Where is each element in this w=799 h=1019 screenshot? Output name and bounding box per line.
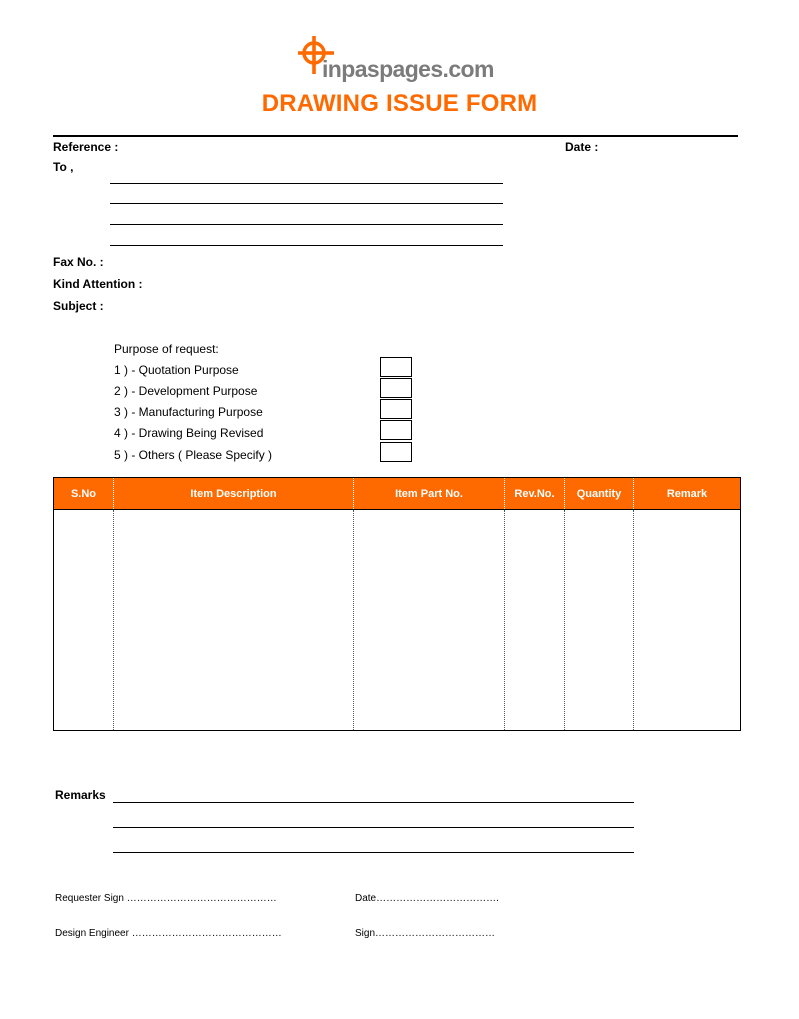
date-sign-field[interactable]: Date………………………………. <box>355 893 499 904</box>
to-label: To , <box>53 160 74 174</box>
to-address-line-2[interactable] <box>110 203 503 204</box>
date-label: Date : <box>565 140 599 154</box>
requester-sign-field[interactable]: Requester Sign ……………………………………… <box>55 893 277 904</box>
table-header-row <box>54 478 741 510</box>
form-title: DRAWING ISSUE FORM <box>261 90 538 117</box>
column-header-item-part-no: Item Part No. <box>354 478 505 510</box>
purpose-checkbox-revised[interactable] <box>380 420 412 440</box>
purpose-option-label: 1 ) - Quotation Purpose <box>114 363 239 377</box>
cell-rev-no[interactable] <box>505 510 565 731</box>
purpose-checkbox-development[interactable] <box>380 378 412 398</box>
header-divider <box>53 135 738 137</box>
reference-label: Reference : <box>53 140 119 154</box>
sign-field[interactable]: Sign……………………………… <box>355 928 496 939</box>
to-address-line-3[interactable] <box>110 224 503 225</box>
remarks-line-3[interactable] <box>113 852 634 853</box>
purpose-option-label: 3 ) - Manufacturing Purpose <box>114 405 263 419</box>
purpose-checkbox-quotation[interactable] <box>380 357 412 377</box>
remarks-line-2[interactable] <box>113 827 634 828</box>
logo-text: inpaspages.com <box>322 56 494 82</box>
cell-quantity[interactable] <box>565 510 634 731</box>
remarks-line-1[interactable] <box>113 802 634 803</box>
purpose-checkbox-others[interactable] <box>380 442 412 462</box>
subject-label: Subject : <box>53 299 104 313</box>
column-header-item-description: Item Description <box>114 478 354 510</box>
items-table <box>53 477 741 731</box>
column-header-rev-no: Rev.No. <box>505 478 565 510</box>
cell-item-part-no[interactable] <box>354 510 505 731</box>
column-header-sno: S.No <box>54 478 114 510</box>
design-engineer-field[interactable]: Design Engineer ……………………………………… <box>55 928 282 939</box>
remarks-label: Remarks <box>55 788 106 802</box>
purpose-option-label: 5 ) - Others ( Please Specify ) <box>114 448 273 462</box>
purpose-option-label: 2 ) - Development Purpose <box>114 384 258 398</box>
to-address-line-1[interactable] <box>110 183 503 184</box>
purpose-option-label: 4 ) - Drawing Being Revised <box>114 426 264 440</box>
purpose-heading: Purpose of request: <box>114 342 219 356</box>
column-header-quantity: Quantity <box>565 478 634 510</box>
column-header-remark: Remark <box>634 478 741 510</box>
cell-remark[interactable] <box>634 510 741 731</box>
company-logo <box>298 36 494 86</box>
cell-sno[interactable] <box>54 510 114 731</box>
purpose-checkbox-manufacturing[interactable] <box>380 399 412 419</box>
cell-item-description[interactable] <box>114 510 354 731</box>
table-row <box>54 510 741 731</box>
attention-label: Kind Attention : <box>53 277 143 291</box>
fax-label: Fax No. : <box>53 255 104 269</box>
to-address-line-4[interactable] <box>110 245 503 246</box>
